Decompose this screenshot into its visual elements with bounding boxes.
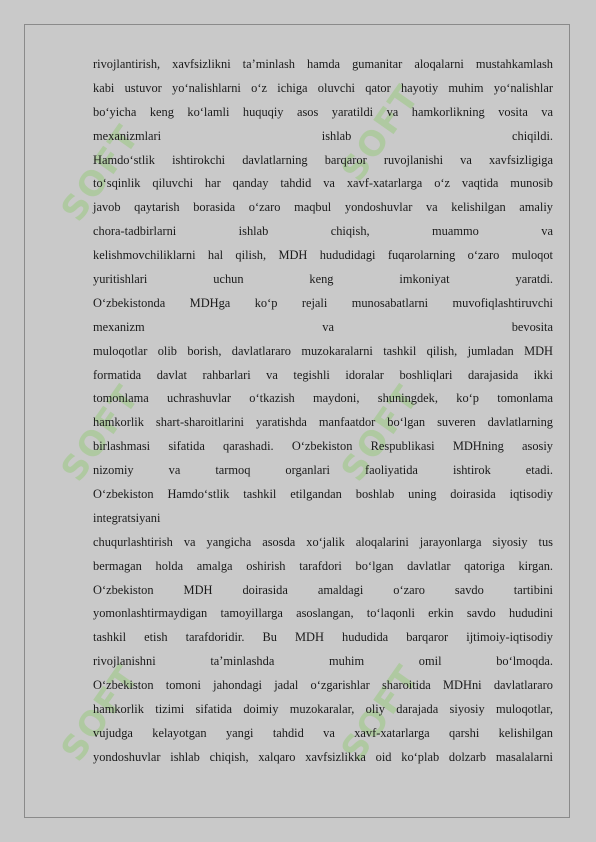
watermark: SOFT [53,657,149,769]
watermark: SOFT [333,657,429,769]
text-line: javob qaytarish borasida o‘zaro maqbul yondoshuvlar va kelishilgan amaliy [93,200,553,215]
text-line: chuqurlashtirish va yangicha asosda xo‘jalik aloqalarini jarayonlarga siyosiy tus [93,534,553,549]
watermark: SOFT [333,377,429,489]
text-line: formatida davlat rahbarlari va tegishli idoralar boshliqlari darajasida ikki [93,367,553,382]
text-line: mexanizm va bevosita [93,319,553,334]
watermark: SOFT [53,377,149,489]
text-line: tomonlama uchrashuvlar o‘tkazish maydoni, shuningdek, ko‘p tomonlama [93,391,553,406]
watermark: SOFT [53,117,149,229]
text-line: mexanizmlari ishlab chiqildi. [93,128,553,143]
text-line: O‘zbekiston tomoni jahondagi jadal o‘zgarishlar sharoitida MDHni davlatlararo [93,678,553,693]
text-line: chora-tadbirlarni ishlab chiqish, muammo va [93,224,553,239]
text-line: yondoshuvlar ishlab chiqish, xalqaro xavfsizlikka oid ko‘plab dolzarb masalalarni [93,749,553,764]
text-line: yomonlashtirmaydigan tamoyillarga asoslangan, to‘laqonli erkin savdo hududini [93,606,553,621]
text-line: to‘sqinlik qiluvchi har qanday tahdid va xavf-xatarlarga o‘z vaqtida munosib [93,176,553,191]
text-line: bermagan holda amalga oshirish tarafdori bo‘lgan davlatlar qatoriga kirgan. [93,558,553,573]
text-line: rivojlantirish, xavfsizlikni ta’minlash hamda gumanitar aloqalarni mustahkamlash [93,57,553,71]
text-line: muloqotlar olib borish, davlatlararo muzokaralarni tashkil qilish, jumladan MDH [93,343,553,358]
text-line: O‘zbekistonda MDHga ko‘p rejali munosabatlarni muvofiqlashtiruvchi [93,295,553,310]
text-line: kelishmovchiliklarni hal qilish, MDH hududidagi fuqarolarning o‘zaro muloqot [93,248,553,263]
text-line: kabi ustuvor yo‘nalishlarni o‘z ichiga oluvchi qator hayotiy muhim yo‘nalishlar [93,80,553,95]
document-body [93,53,553,770]
text-line: integratsiyani [93,510,161,525]
text-line: O‘zbekiston MDH doirasida amaldagi o‘zaro savdo tartibini [93,582,553,597]
text-line: vujudga kelayotgan yangi tahdid va xavf-xatarlarga qarshi kelishilgan [93,725,553,740]
text-line: yuritishlari uchun keng imkoniyat yaratdi. [93,272,553,287]
text-line: hamkorlik shart-sharoitlarini yaratishda manfaatdor bo‘lgan suveren davlatlarning [93,415,553,430]
text-line: nizomiy va tarmoq organlari faoliyatida ishtirok etadi. [93,463,553,478]
text-line: Hamdo‘stlik ishtirokchi davlatlarning barqaror ruvojlanishi va xavfsizligiga [93,152,553,167]
text-line: hamkorlik tizimi sifatida doimiy muzokaralar, oliy darajada siyosiy muloqotlar, [93,702,553,717]
text-line: tashkil etish tarafdoridir. Bu MDH hududida barqaror ijtimoiy-iqtisodiy [93,630,553,645]
text-line: O‘zbekiston Hamdo‘stlik tashkil etilgandan boshlab uning doirasida iqtisodiy [93,487,553,502]
text-line: birlashmasi sifatida qarashadi. O‘zbekiston Respublikasi MDHning asosiy [93,439,553,454]
text-line: rivojlanishni ta’minlashda muhim omil bo‘lmoqda. [93,654,553,669]
text-line: bo‘yicha keng ko‘lamli huquqiy asos yaratildi va hamkorlikning vosita va [93,104,553,119]
watermark: SOFT [333,77,429,189]
